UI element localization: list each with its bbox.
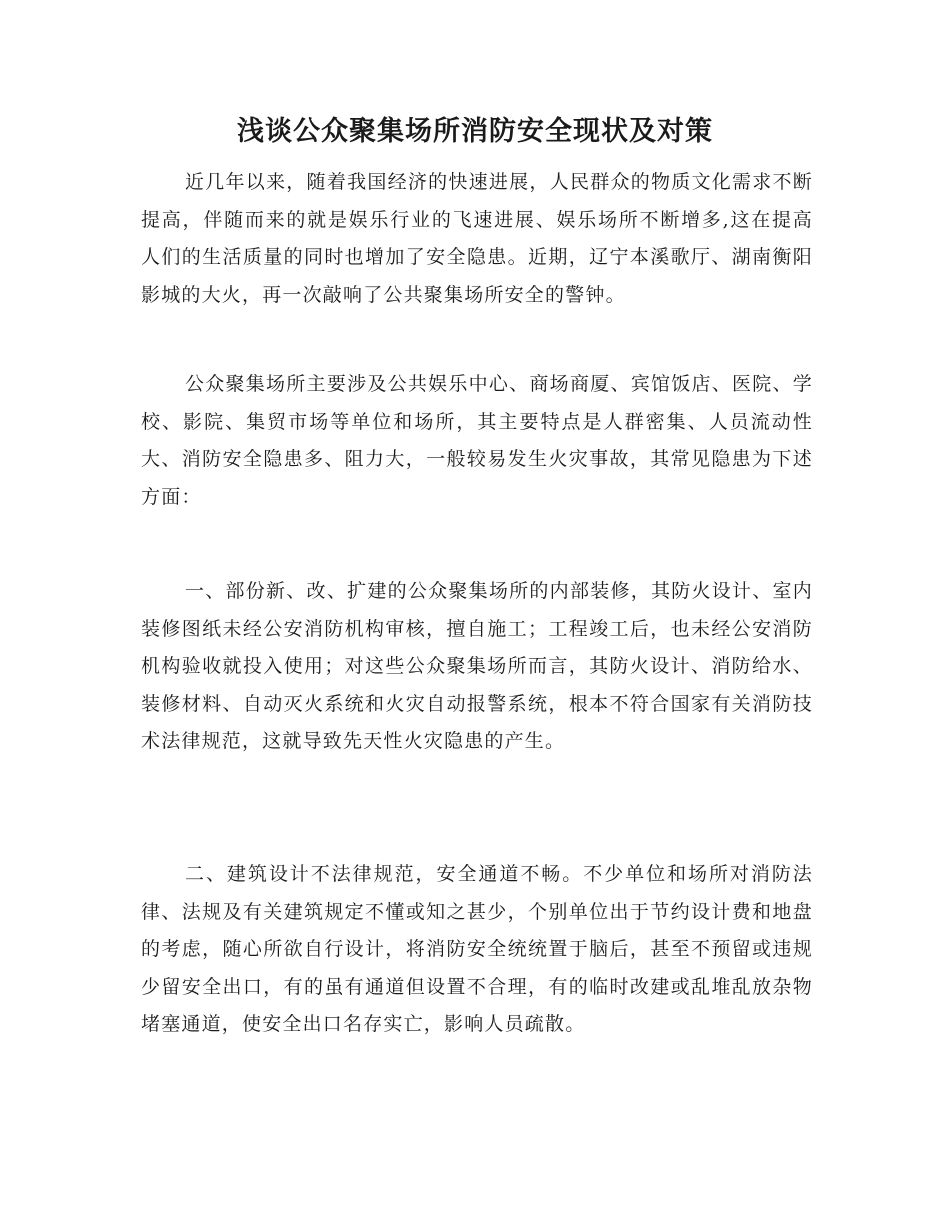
paragraph-point-two: 二、建筑设计不法律规范，安全通道不畅。不少单位和场所对消防法律、法规及有关建筑规定不懂或知之甚少，个别单位出于节约设计费和地盘的考虑，随心所欲自行设计，将消防安全统统置于脑后，甚至不预留或违规少留安全出口，有的虽有通道但设置不合理，有的临时改建或乱堆乱放杂物堵塞通道，使安全出口名存实亡，影响人员疏散。 [141,863,813,1035]
paragraph-point-one: 一、部份新、改、扩建的公众聚集场所的内部装修，其防火设计、室内装修图纸未经公安消防机构审核，擅自施工；工程竣工后，也未经公安消防机构验收就投入使用；对这些公众聚集场所而言，其防火设计、消防给水、装修材料、自动灭火系统和火灾自动报警系统，根本不符合国家有关消防技术法律规范，这就导致先天性火灾隐患的产生。 [141,580,813,752]
paragraph-intro: 近几年以来，随着我国经济的快速进展，人民群众的物质文化需求不断提高，伴随而来的就是娱乐行业的飞速进展、娱乐场所不断增多,这在提高人们的生活质量的同时也增加了安全隐患。近期，辽宁本溪歌厅、湖南衡阳影城的大火，再一次敲响了公共聚集场所安全的警钟。 [141,171,813,306]
document-title: 浅谈公众聚集场所消防安全现状及对策 [237,116,713,147]
paragraph-characteristics: 公众聚集场所主要涉及公共娱乐中心、商场商厦、宾馆饭店、医院、学校、影院、集贸市场等单位和场所，其主要特点是人群密集、人员流动性大、消防安全隐患多、阻力大，一般较易发生火灾事故，其常见隐患为下述方面： [141,373,813,508]
